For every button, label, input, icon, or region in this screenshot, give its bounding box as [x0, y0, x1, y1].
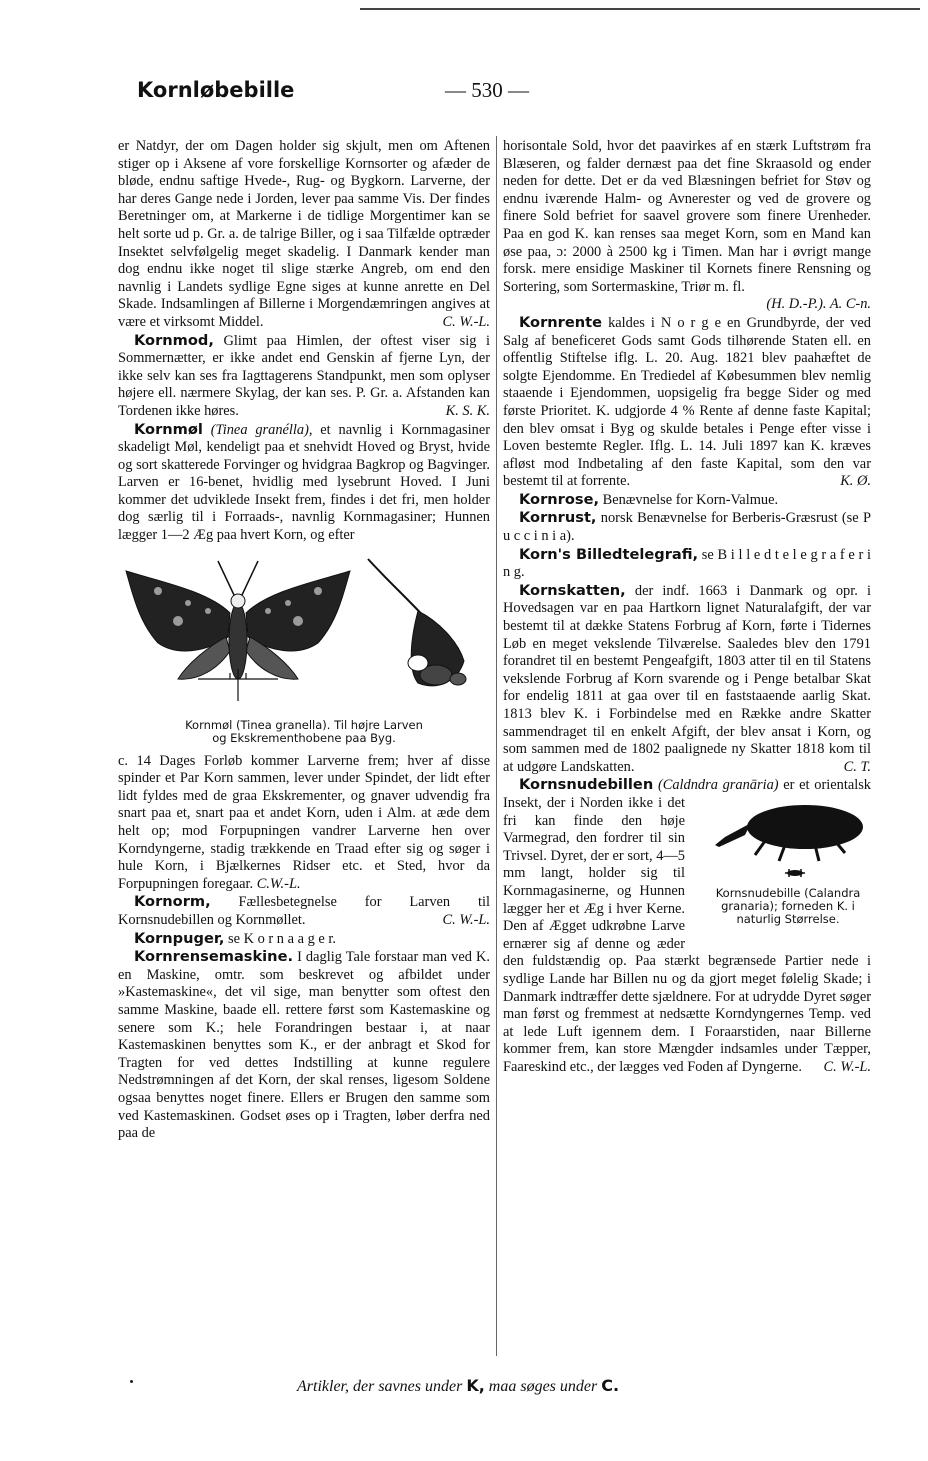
entry-kornrente: Kornrente kaldes i N o r g e en Grundbyrde, der ved Salg af beneficeret Gods samt Gods tilhørende Staten ell. en offentlig Stiftelse iflg. L. 20. Aug. 1821 blev paahæftet de solgte Ejendomme. En Trediedel af Købesummen blev nemlig staaende i Ejendommen, uopsigelig fra begge Sider og med første Prioritet. K. udgjorde 4 % Rente af denne faste Kapital; den blev omsat i Byg og skulde betales i Penge efter visse i Loven bestemte Regler. Iflg. L. 14. Juli 1897 kan K. kræves afløst mod Indbetaling af den faste Kapital, som den var bestemt til at forrente. K. Ø. [503, 313, 871, 490]
author-signature: K. Ø. [840, 473, 871, 490]
paragraph: er Natdyr, der om Dagen holder sig skjult, men om Aftenen stiger op i Aksene af vore forskellige Kornsorter og afæder de bløde, endnu saftige Hvede-, Rug- og Bygkorn. Larverne, der har deres Gange nede i Jorden, lever paa samme Vis. Der findes Beretninger om, at Markerne i de tidlige Morgentimer kan se helt sorte ud p. Gr. a. de talrige Biller, og i saa Tilfælde optræder Insektet selvfølgelig meget skadelig. I Danmark kender man dog endnu ikke noget til slige stærke Angreb, om end den navnlig i Landets sydlige Egne siges at kunne anrette en Del Skade. Indsamlingen af Billerne i Morgendæmringen angives at være et virksomt Middel. C. W.-L. [118, 138, 490, 330]
author-signature: C. W.-L. [823, 1058, 871, 1075]
author-signature: C.W.-L. [256, 875, 301, 892]
author-signature: C. T. [843, 758, 871, 775]
paragraph: horisontale Sold, hvor det paavirkes af en stærk Luftstrøm fra Blæseren, og falder dernæst paa det fine Skraasold og ender neden for dette. Det er da ved Blæsningen befriet for Støv og endnu iværende Halm- og Avnerester og ved de grovere og finere Sold befriet for saavel grovere som finere Urenheder. Paa en god K. kan renses saa meget Korn, som en Mand kan øse paa, ɔ: 2000 à 2500 kg i Timen. Man har i øvrigt mange forsk. mere ensidige Maskiner til Kornets finere Rensning og Sortering, som Sortermaskine, Triør m. fl. [503, 138, 871, 295]
moth-illustration [118, 551, 490, 717]
entry-kornrensemaskine: Kornrensemaskine. I daglig Tale forstaar man ved K. en Maskine, omtr. som beskrevet og afbildet under »Kastemaskine«, det vil sige, man benytter som oftest den samme Maskine, baade ell. rettere først som Kastemaskine og senere som K.; hele Forandringen bestaar i, at naar Kastemaskinen benyttes som K., er der anbragt et Skod for Tragten for ved dettes Indstilling at kunne regulere Nedstrømningen af det Korn, der skal renses, ligesom Soldene ogsaa benyttes noget finere. Ellers er Brugen den samme som ved Kastemaskinen. Godset øses op i Tragten, løber derfra ned paa de [118, 948, 490, 1142]
headword: Kornmøl [134, 420, 203, 438]
entry-kornmod: Kornmod, Glimt paa Himlen, der oftest viser sig i Sommernætter, er ikke andet end Genskin af fjerne Lyn, der ikke selv kan ses fra Iagttagerens Standpunkt, men som oplyser højere ell. nærmere Skylag, der kan ses. P. Gr. a. Afstanden kan Tordenen ikke høres. K. S. K. [118, 331, 490, 419]
page-number: — 530 — [445, 78, 529, 102]
right-column [503, 138, 871, 1076]
author-signature: K. S. K. [445, 402, 490, 419]
entry-kornorm: Kornorm, Fællesbetegnelse for Larven til Kornsnudebillen og Kornmøllet. C. W.-L. [118, 893, 490, 928]
headword: Kornrensemaskine. [134, 948, 294, 966]
headword: Kornrose, [519, 490, 600, 508]
column-divider [496, 136, 497, 1356]
headword: Kornrente [519, 313, 603, 331]
headword: Kornrust, [519, 509, 597, 527]
headword: Kornorm, [134, 893, 211, 911]
headword: Kornsnudebillen [519, 776, 654, 794]
author-signature-line [503, 296, 871, 314]
entry-kornpuger: Kornpuger, se K o r n a a g e r. [134, 929, 336, 947]
latin-name: (Caldndra granāria) [657, 777, 779, 794]
entry-kornsnudebillen: Kornsnudebillen (Caldndra granāria) Kornsnudebille (Calandra granaria); forneden K. i naturlig Størrelse. er et orientalsk Insekt, der i Norden ikke i det fri kan finde den høje Varmegrad, den fordrer til sin Trivsel. Dyret, der er sort, 4—5 mm langt, holder sig til Kornmagasinerne, og Hunnen lægger her et Æg i hver Kerne. Den af Ægget udkrøbne Larve ernærer sig af denne og æder den fuldstændig op. Paa stærkt begrænsede Partier nede i sydlige Lande har Billen nu og da gjort meget følelig Skade; i Danmark indtræffer dette sjældnere. For at udrydde Dyret søger man først og fremmest at nedsætte Korndyngernes Temp. ved at lede Luft igennem dem. I Foraarstiden, naar Billerne kommer frem, kan store Mængder indsamles under Tæpper, Faareskind etc., der lægges ved Foden af Dyngerne. C. W.-L. [503, 776, 871, 1076]
moth-and-larva-drawing [118, 551, 490, 717]
entry-billedtelegrafi: Korn's Billedtelegrafi, se B i l l e d t e l e g r a f e r i n g. [503, 545, 871, 581]
beetle-figure [689, 797, 871, 943]
beetle-caption: Kornsnudebille (Calandra granaria); forneden K. i naturlig Størrelse. [715, 885, 861, 926]
headword: Kornmod, [134, 331, 214, 349]
page-footer: Artikler, der savnes under K, maa søges under C. [297, 1376, 620, 1395]
page-header [137, 78, 877, 108]
paragraph: c. 14 Dages Forløb kommer Larverne frem; hver af disse spinder et Par Korn sammen, lever under Spindet, der lidt efter lidt fyldes med de graa Ekskrementer, og gnaver udvendig fra snart paa et, snart paa et andet Korn, uden i Alm. at æde dem helt op; mod Forpupningen vandrer Larverne hen over Korndyngerne, stadig trækkende en Traad efter sig og søger i hule Korn, i Bjælkernes Ridser etc. et Sted, hvor da Forpupningen foregaar. C.W.-L. [118, 752, 490, 892]
entry-kornmol: Kornmøl (Tinea granélla), et navnlig i Kornmagasiner skadeligt Møl, kendeligt paa et snehvidt Hoved og Bryst, hvide og sort skatterede Forvinger og hvidgraa Bagkrop og Bagvinger. Larven er 16-benet, hvidlig med lysebrunt Hoved. I Juni kommer det udviklede Insekt frem, findes i det fri, men holder dog særlig til i Forraads-, navnlig Kornmagasiner; Hunnen lægger 1—2 Æg paa hvert Korn, og efter [118, 420, 490, 544]
headword: Kornpuger, [134, 929, 225, 947]
entry-kornrose: Kornrose, Benævnelse for Korn-Valmue. [519, 490, 779, 508]
left-column [118, 138, 490, 1143]
author-signature: (H. D.-P.). A. C-n. [766, 296, 871, 313]
weevil-drawing [705, 797, 875, 881]
author-signature: C. W.-L. [442, 313, 490, 330]
author-signature: C. W.-L. [442, 912, 490, 928]
moth-caption: Kornmøl (Tinea granella). Til højre Larven og Ekskrementhobene paa Byg. [185, 717, 423, 745]
entry-kornrust: Kornrust, norsk Benævnelse for Berberis-Græsrust (se P u c c i n i a). [503, 509, 871, 545]
entry-kornskatten: Kornskatten, der indf. 1663 i Danmark og opr. i Hovedsagen var en paa Hartkorn lignet Naturalafgift, der var bestemt til at dække Statens Forbrug af Korn, førte i Tidernes Løb en meget vekslende Tilværelse. Saaledes blev den 1791 forandret til en bestemt Pengeafgift, 1803 atter til en til Statens vekslende Forbrug af Korn svarende og i Penge betalbar Skat for endelig 1811 at gaa over til en faststaaende aarlig Skat. 1813 blev K. i Forbindelse med en Række andre Skatter sammendraget til en enkelt Afgift, der blev ansat i Korn, og som sammen med de 1802 paalignede ny Skatter 1818 kom til at udgøre Landskatten. C. T. [503, 581, 871, 775]
headword: Korn's Billedtelegrafi, [519, 545, 699, 563]
latin-name: (Tinea granélla), [210, 421, 313, 438]
running-head: Kornløbebille [137, 78, 295, 102]
headword: Kornskatten, [519, 581, 626, 599]
stray-mark [130, 1380, 133, 1383]
scan-edge-line [360, 8, 920, 10]
